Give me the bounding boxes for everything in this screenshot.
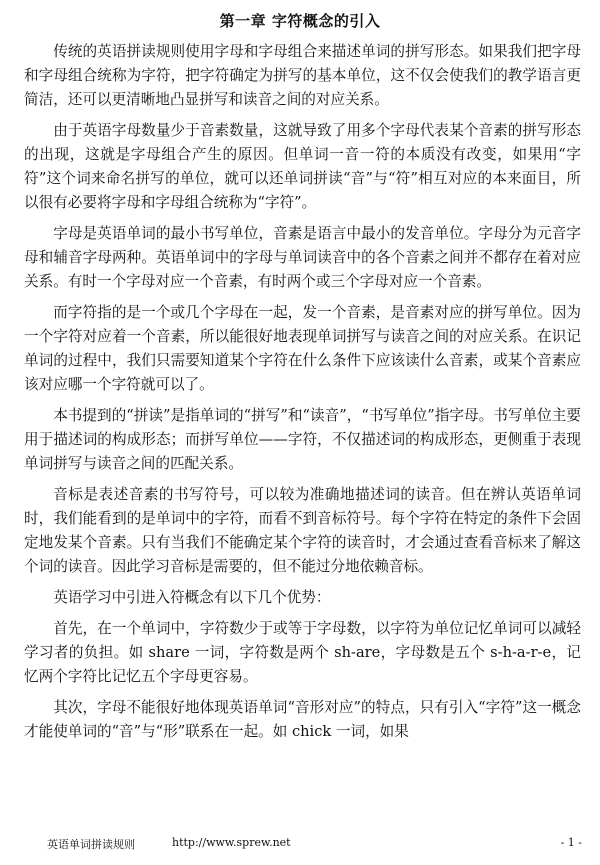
paragraph: 而字符指的是一个或几个字母在一起，发一个音素，是音素对应的拼写单位。因为一个字符对应着一个音素，所以能很好地表现单词拼写与读音之间的对应关系。在识记单词的过程中，我们只需要知道某个字符在什么条件下应该读什么音素，或某个音素应该对应哪一个字符就可以了。 xyxy=(24,304,581,393)
paragraph: 音标是表述音素的书写符号，可以较为准确地描述词的读音。但在辨认英语单词时，我们能看到的是单词中的字符，而看不到音标符号。每个字符在特定的条件下会固定地发某个音素。只有当我们不能确定某个字符的读音时，才会通过查看音标来了解这个词的读音。因此学习音标是需要的，但不能过分地依赖音标。 xyxy=(24,486,581,575)
paragraph: 首先，在一个单词中，字符数少于或等于字母数，以字符为单位记忆单词可以减轻学习者的负担。如 share 一词，字符数是两个 sh-are，字母数是五个 s-h-a-r-e，记忆两个字符比记忆五个字母更容易。 xyxy=(24,620,581,685)
paragraph: 由于英语字母数量少于音素数量，这就导致了用多个字母代表某个音素的拼写形态的出现，这就是字母组合产生的原因。但单词一音一符的本质没有改变，如果用“字符”这个词来命名拼写的单位，就可以还单词拼读“音”与“符”相互对应的本来面目，所以很有必要将字母和字母组合统称为“字符”。 xyxy=(24,122,581,211)
chapter-title: 第一章 字符概念的引入 xyxy=(219,12,381,30)
body-text xyxy=(24,40,581,751)
paragraph: 传统的英语拼读规则使用字母和字母组合来描述单词的拼写形态。如果我们把字母和字母组合统称为字符，把字符确定为拼写的基本单位，这不仅会使我们的教学语言更简洁，还可以更清晰地凸显拼写和读音之间的对应关系。 xyxy=(24,43,581,108)
paragraph: 其次，字母不能很好地体现英语单词“音形对应”的特点，只有引入“字符”这一概念才能使单词的“音”与“形”联系在一起。如 chick 一词，如果 xyxy=(24,699,581,740)
page-number: - 1 - xyxy=(560,836,582,849)
paragraph: 英语学习中引进入符概念有以下几个优势： xyxy=(53,589,331,606)
paragraph: 字母是英语单词的最小书写单位，音素是语言中最小的发音单位。字母分为元音字母和辅音字母两种。英语单词中的字母与单词读音中的各个音素之间并不都存在着对应关系。有时一个字母对应一个音素，有时两个或三个字母对应一个音素。 xyxy=(24,225,581,290)
footer-url: http://www.sprew.net xyxy=(172,836,291,849)
footer-book-title: 英语单词拼读规则 xyxy=(47,838,135,851)
paragraph: 本书提到的“拼读”是指单词的“拼写”和“读音”，“书写单位”指字母。书写单位主要用于描述词的构成形态；而拼写单位——字符，不仅描述词的构成形态，更侧重于表现单词拼写与读音之间的匹配关系。 xyxy=(24,407,581,472)
